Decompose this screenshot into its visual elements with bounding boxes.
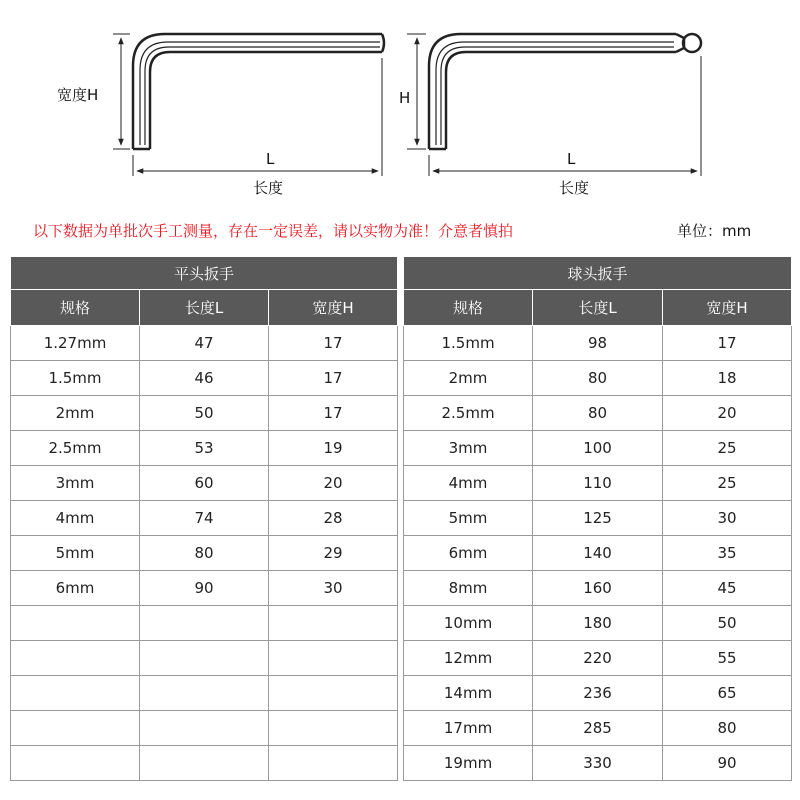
col-header-width: 宽度H [269, 290, 398, 326]
flat-width-label: 宽度H [57, 86, 99, 104]
table-row [11, 746, 792, 781]
cell-ball-length: 180 [533, 606, 663, 641]
cell-flat-length: 90 [140, 571, 269, 606]
cell-flat-size [11, 676, 140, 711]
ball-length-label: 长度 [559, 179, 590, 197]
cell-ball-width: 18 [663, 361, 792, 396]
cell-ball-width: 80 [663, 711, 792, 746]
table-row [11, 641, 792, 676]
cell-ball-size: 2.5mm [404, 396, 533, 431]
unit-label: 单位：mm [677, 222, 752, 240]
measurement-notice [0, 219, 800, 243]
cell-ball-size: 5mm [404, 501, 533, 536]
flat-head-wrench-drawing [133, 34, 384, 149]
col-header-size: 规格 [11, 290, 140, 326]
flat-length-label: 长度 [253, 179, 284, 197]
cell-ball-width: 50 [663, 606, 792, 641]
cell-flat-length: 74 [140, 501, 269, 536]
cell-ball-length: 220 [533, 641, 663, 676]
table-row [11, 676, 792, 711]
table-row [11, 711, 792, 746]
cell-ball-size: 1.5mm [404, 326, 533, 361]
cell-flat-size [11, 711, 140, 746]
col-header-length: 长度L [140, 290, 269, 326]
table-row [11, 431, 792, 466]
cell-flat-length: 50 [140, 396, 269, 431]
cell-ball-size: 3mm [404, 431, 533, 466]
cell-ball-length: 236 [533, 676, 663, 711]
table-row [11, 361, 792, 396]
table-body [11, 326, 792, 781]
cell-ball-width: 35 [663, 536, 792, 571]
cell-flat-width [269, 746, 398, 781]
cell-ball-size: 12mm [404, 641, 533, 676]
cell-ball-size: 17mm [404, 711, 533, 746]
cell-flat-width: 19 [269, 431, 398, 466]
ball-head-wrench-drawing [429, 34, 701, 149]
ball-height-label: H [399, 89, 411, 107]
cell-ball-length: 98 [533, 326, 663, 361]
cell-ball-width: 65 [663, 676, 792, 711]
cell-ball-size: 6mm [404, 536, 533, 571]
cell-ball-width: 45 [663, 571, 792, 606]
cell-flat-size: 5mm [11, 536, 140, 571]
cell-flat-size: 4mm [11, 501, 140, 536]
cell-ball-width: 90 [663, 746, 792, 781]
cell-flat-length [140, 641, 269, 676]
cell-ball-length: 330 [533, 746, 663, 781]
table-group-header-row [11, 257, 792, 290]
cell-ball-length: 125 [533, 501, 663, 536]
cell-ball-width: 25 [663, 431, 792, 466]
cell-ball-length: 80 [533, 361, 663, 396]
cell-ball-length: 285 [533, 711, 663, 746]
table-row [11, 466, 792, 501]
cell-ball-size: 4mm [404, 466, 533, 501]
cell-flat-width: 17 [269, 326, 398, 361]
cell-flat-size: 2.5mm [11, 431, 140, 466]
table-row [11, 571, 792, 606]
cell-flat-length [140, 746, 269, 781]
table-row [11, 326, 792, 361]
cell-ball-length: 100 [533, 431, 663, 466]
cell-flat-size [11, 641, 140, 676]
cell-flat-length: 46 [140, 361, 269, 396]
cell-flat-width [269, 711, 398, 746]
table-row [11, 536, 792, 571]
cell-flat-length: 80 [140, 536, 269, 571]
cell-ball-length: 140 [533, 536, 663, 571]
cell-flat-width: 29 [269, 536, 398, 571]
cell-flat-width: 17 [269, 396, 398, 431]
group-header-flat: 平头扳手 [11, 257, 398, 290]
group-header-ball: 球头扳手 [404, 257, 792, 290]
wrench-diagrams [0, 0, 800, 210]
cell-flat-length: 53 [140, 431, 269, 466]
cell-ball-length: 160 [533, 571, 663, 606]
cell-ball-size: 10mm [404, 606, 533, 641]
cell-ball-width: 20 [663, 396, 792, 431]
table-row [11, 501, 792, 536]
cell-ball-width: 30 [663, 501, 792, 536]
cell-flat-width [269, 641, 398, 676]
cell-flat-width [269, 676, 398, 711]
flat-length-symbol: L [266, 150, 275, 168]
cell-ball-length: 80 [533, 396, 663, 431]
ball-length-symbol: L [567, 150, 576, 168]
cell-flat-size: 1.27mm [11, 326, 140, 361]
cell-flat-size: 6mm [11, 571, 140, 606]
cell-flat-size: 3mm [11, 466, 140, 501]
cell-ball-width: 17 [663, 326, 792, 361]
wrench-spec-table [10, 256, 792, 781]
cell-ball-width: 55 [663, 641, 792, 676]
cell-ball-length: 110 [533, 466, 663, 501]
cell-ball-width: 25 [663, 466, 792, 501]
cell-ball-size: 8mm [404, 571, 533, 606]
cell-flat-width: 30 [269, 571, 398, 606]
cell-flat-length [140, 676, 269, 711]
cell-ball-size: 19mm [404, 746, 533, 781]
col-header-width: 宽度H [663, 290, 792, 326]
cell-flat-width: 17 [269, 361, 398, 396]
table-row [11, 606, 792, 641]
col-header-length: 长度L [533, 290, 663, 326]
table-column-header-row [11, 290, 792, 326]
measurement-warning: 以下数据为单批次手工测量，存在一定误差，请以实物为准！介意者慎拍 [33, 222, 514, 240]
table-row [11, 396, 792, 431]
cell-flat-size [11, 606, 140, 641]
cell-flat-length: 47 [140, 326, 269, 361]
cell-flat-length: 60 [140, 466, 269, 501]
cell-ball-size: 14mm [404, 676, 533, 711]
flat-head-dimensions [113, 34, 382, 176]
cell-flat-width: 20 [269, 466, 398, 501]
cell-ball-size: 2mm [404, 361, 533, 396]
cell-flat-size [11, 746, 140, 781]
cell-flat-size: 1.5mm [11, 361, 140, 396]
cell-flat-length [140, 711, 269, 746]
cell-flat-length [140, 606, 269, 641]
col-header-size: 规格 [404, 290, 533, 326]
cell-flat-size: 2mm [11, 396, 140, 431]
cell-flat-width: 28 [269, 501, 398, 536]
cell-flat-width [269, 606, 398, 641]
